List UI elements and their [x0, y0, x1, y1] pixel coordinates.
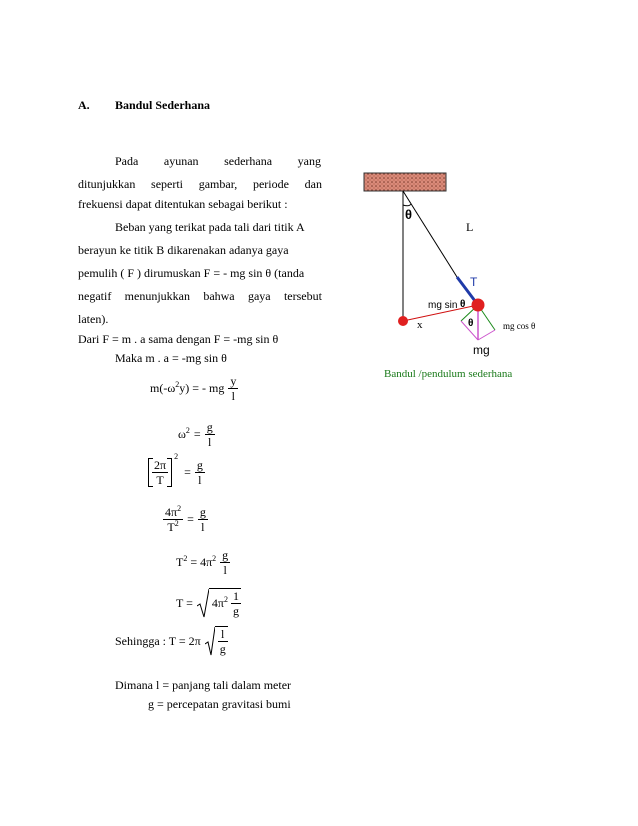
frac-num: 2π [154, 458, 167, 472]
eq-sup: 2 [223, 595, 228, 604]
frac-den: l [223, 563, 227, 577]
maka-line: Maka m . a = -mg sin θ [115, 351, 227, 365]
eq-sup: 2 [174, 519, 179, 528]
eq-text: Sehingga : T = 2π [115, 633, 201, 648]
equation-4 [163, 505, 208, 534]
eq-text: ω [178, 427, 186, 441]
word: gaya [247, 289, 271, 303]
figure-caption: Bandul /pendulum sederhana [384, 368, 513, 380]
word: periode [252, 177, 289, 191]
sqrt-sign [205, 626, 228, 656]
equation-5 [176, 548, 230, 577]
theta-bottom-label: θ [468, 318, 474, 329]
para1-line3: frekuensi dapat ditentukan sebagai berikut : [78, 197, 288, 211]
word: yang [297, 154, 321, 168]
sqrt-sign [197, 588, 241, 618]
para1-line1 [115, 154, 321, 169]
mg-cos-label: mg cos θ [503, 321, 536, 331]
frac-den: l [201, 520, 205, 534]
frac-den: l [198, 473, 202, 487]
x-label: x [417, 319, 423, 331]
frac-den: g [219, 642, 226, 656]
eq-text: = [193, 427, 201, 441]
theta-sin-label: θ [460, 299, 466, 310]
word: gambar, [198, 177, 238, 191]
word: bahwa [203, 289, 235, 303]
word: menunjukkan [124, 289, 190, 303]
mg-sin-label: mg sin [428, 300, 458, 311]
word: tersebut [283, 289, 322, 303]
word: ayunan [163, 154, 199, 168]
bracket [148, 458, 172, 487]
pendulum-bob [472, 299, 485, 312]
equilibrium-point [398, 316, 408, 326]
frac-num: 4π [165, 505, 178, 519]
equation-7 [115, 626, 228, 656]
eq-sup: 2 [183, 554, 188, 563]
eq-text: m(-ω [150, 381, 176, 395]
frac-num: g [199, 505, 206, 519]
section-title: Bandul Sederhana [115, 98, 211, 112]
eq-text: T [176, 555, 184, 569]
para2-line4 [78, 289, 322, 304]
force-box-line [478, 330, 495, 340]
dimana-line1: Dimana l = panjang tali dalam meter [115, 678, 292, 692]
eq-text: 4π [211, 596, 224, 610]
eq-sup: 2 [212, 554, 217, 563]
eq-sup: 2 [185, 426, 190, 435]
eq-sup: 2 [175, 380, 180, 389]
eq-text: = [187, 512, 194, 526]
angle-arc-top [403, 204, 411, 206]
word: seperti [151, 177, 184, 191]
frac-num: g [206, 420, 213, 434]
dari-line: Dari F = m . a sama dengan F = -mg sin θ [78, 332, 279, 346]
eq-text: = 4π [190, 555, 213, 569]
eq-sup: 2 [177, 504, 182, 513]
word: ditunjukkan [78, 177, 136, 191]
mg-label: mg [473, 343, 490, 357]
frac-den: T [156, 473, 164, 487]
para2-line5: laten). [78, 312, 109, 326]
eq-text: T = [176, 595, 193, 610]
para2-line3: pemulih ( F ) dirumuskan F = - mg sin θ (tanda [78, 266, 305, 280]
section-number: A. [78, 98, 90, 112]
frac-num: 1 [232, 589, 239, 603]
ceiling-support [364, 173, 446, 191]
string-line [403, 191, 457, 277]
eq-text: y) = - mg [179, 381, 225, 395]
para2-line1: Beban yang terikat pada tali dari titik A [115, 220, 305, 234]
para1-line2 [78, 177, 322, 192]
frac-num: y [230, 374, 237, 388]
pendulum-diagram [355, 165, 555, 365]
equation-6 [176, 588, 241, 618]
word: Pada [115, 154, 139, 168]
equation-2 [178, 420, 215, 449]
tension-label: T [470, 275, 478, 289]
frac-num: g [196, 458, 203, 472]
length-label: L [466, 220, 474, 234]
frac-den: l [231, 389, 235, 403]
frac-den: g [232, 604, 239, 618]
equation-1 [150, 374, 238, 403]
word: dan [304, 177, 322, 191]
word: sederhana [224, 154, 273, 168]
equation-3: $\frac{2\pi}{T}$ $^2$ = $\frac{g}{l}$ [148, 458, 205, 487]
frac-num: g [222, 548, 229, 562]
theta-top-label: θ [405, 207, 413, 222]
frac-den: T [167, 520, 175, 534]
frac-num: l [221, 627, 225, 641]
dimana-line2: g = percepatan gravitasi bumi [148, 697, 291, 711]
para2-line2: berayun ke titik B dikarenakan adanya gaya [78, 243, 289, 257]
eq-text: = [184, 465, 191, 479]
frac-den: l [208, 435, 212, 449]
word: negatif [78, 289, 112, 303]
